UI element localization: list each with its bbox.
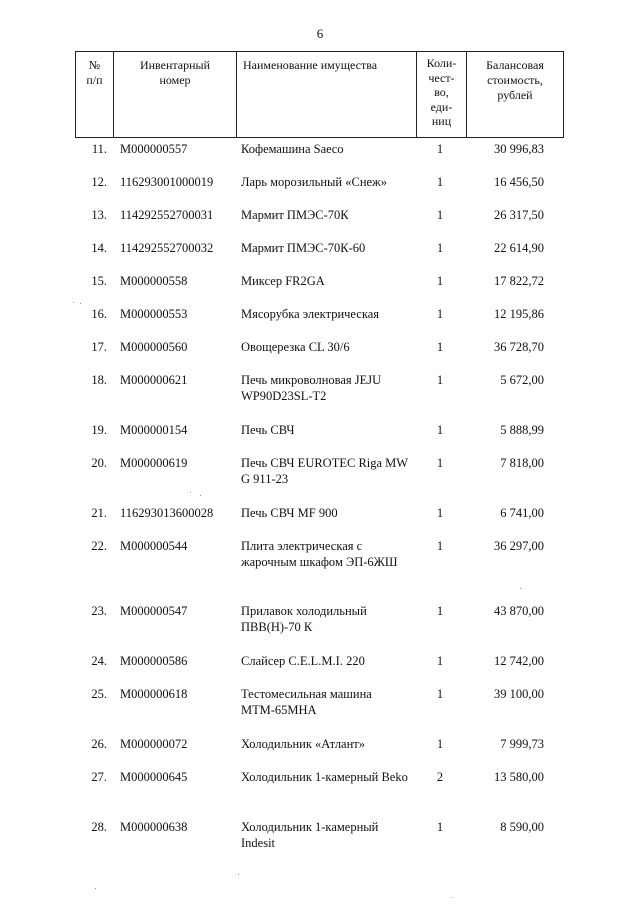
- property-name: Плита электрическая с жарочным шкафом ЭП-6ЖШ: [241, 539, 398, 569]
- quantity: 1: [436, 208, 444, 222]
- header-balance-cost: Балансовая стоимость, рублей: [486, 58, 544, 102]
- scan-speck: [95, 888, 96, 889]
- quantity: 1: [436, 274, 444, 288]
- scan-speck: [452, 897, 453, 898]
- property-name: Печь СВЧ EUROTEC Riga MW G 911-23: [241, 456, 408, 486]
- property-name: Мясорубка электрическая: [241, 307, 380, 321]
- header-property-name: Наименование имущества: [237, 52, 417, 137]
- balance-cost: 39 100,00: [494, 687, 544, 701]
- quantity: 2: [436, 770, 444, 784]
- quantity: 1: [436, 737, 444, 751]
- quantity: 1: [436, 340, 444, 354]
- property-name: Печь микроволновая JEJU WP90D23SL-T2: [241, 373, 382, 403]
- inventory-number: 114292552700031: [120, 208, 214, 222]
- quantity: 1: [436, 506, 444, 520]
- property-name: Кофемашина Saeco: [241, 142, 344, 156]
- property-name: Слайсер C.E.L.M.I. 220: [241, 654, 365, 668]
- property-name: Печь СВЧ MF 900: [241, 506, 338, 520]
- scan-speck: [80, 303, 81, 304]
- row-number: 14.: [91, 241, 107, 255]
- property-name: Миксер FR2GA: [241, 274, 325, 288]
- header-inventory-number: Инвентарный номер: [114, 52, 237, 137]
- quantity: 1: [436, 241, 444, 255]
- quantity: 1: [436, 539, 444, 553]
- row-number: 19.: [91, 423, 107, 437]
- inventory-number: 116293013600028: [120, 506, 214, 520]
- quantity: 1: [436, 175, 444, 189]
- balance-cost: 16 456,50: [494, 175, 544, 189]
- property-name: Тестомесильная машина МТМ-65МНА: [241, 687, 372, 717]
- inventory-number: М000000557: [120, 142, 188, 156]
- inventory-number: М000000547: [120, 604, 188, 618]
- row-number: 17.: [91, 340, 107, 354]
- quantity: 1: [436, 820, 444, 834]
- quantity: 1: [436, 604, 444, 618]
- inventory-number: М000000558: [120, 274, 188, 288]
- quantity: 1: [436, 142, 444, 156]
- property-name: Холодильник 1-камерный Indesit: [241, 820, 379, 850]
- property-name: Печь СВЧ: [241, 423, 295, 437]
- row-number: 24.: [91, 654, 107, 668]
- row-number: 28.: [91, 820, 107, 834]
- inventory-number: М000000619: [120, 456, 188, 470]
- balance-cost: 22 614,90: [494, 241, 544, 255]
- scan-speck: [200, 495, 201, 496]
- property-name: Прилавок холодильный ПВВ(Н)-70 К: [241, 604, 367, 634]
- row-number: 15.: [91, 274, 107, 288]
- balance-cost: 36 728,70: [494, 340, 544, 354]
- row-number: 22.: [91, 539, 107, 553]
- row-number: 11.: [91, 142, 107, 156]
- row-number: 26.: [91, 737, 107, 751]
- inventory-number: 114292552700032: [120, 241, 214, 255]
- header-number: № п/п: [76, 52, 114, 137]
- inventory-number: 116293001000019: [120, 175, 214, 189]
- inventory-number: М000000154: [120, 423, 188, 437]
- inventory-number: М000000586: [120, 654, 188, 668]
- row-number: 21.: [91, 506, 107, 520]
- property-name: Мармит ПМЭС-70К: [241, 208, 349, 222]
- property-name: Мармит ПМЭС-70К-60: [241, 241, 366, 255]
- balance-cost: 12 195,86: [494, 307, 544, 321]
- header-quantity: Коли- чест- во, еди- ниц: [417, 52, 467, 137]
- inventory-number: М000000645: [120, 770, 188, 784]
- row-number: 12.: [91, 175, 107, 189]
- inventory-number: М000000560: [120, 340, 188, 354]
- property-name: Холодильник 1-камерный Beko: [241, 770, 408, 784]
- balance-cost: 43 870,00: [494, 604, 544, 618]
- balance-cost: 5 672,00: [500, 373, 544, 387]
- row-number: 27.: [91, 770, 107, 784]
- balance-cost: 12 742,00: [494, 654, 544, 668]
- scan-speck: [190, 492, 191, 493]
- row-number: 13.: [91, 208, 107, 222]
- property-name: Холодильник «Атлант»: [241, 737, 366, 751]
- inventory-number: М000000638: [120, 820, 188, 834]
- balance-cost: 5 888,99: [500, 423, 544, 437]
- inventory-number: М000000072: [120, 737, 188, 751]
- row-number: 23.: [91, 604, 107, 618]
- property-name: Ларь морозильный «Снеж»: [241, 175, 387, 189]
- balance-cost: 26 317,50: [494, 208, 544, 222]
- property-name: Овощерезка CL 30/6: [241, 340, 350, 354]
- inventory-number: М000000618: [120, 687, 188, 701]
- scan-speck: [238, 874, 239, 875]
- inventory-number: М000000544: [120, 539, 188, 553]
- scan-speck: [520, 588, 521, 589]
- balance-cost: 30 996,83: [494, 142, 544, 156]
- quantity: 1: [436, 456, 444, 470]
- balance-cost: 36 297,00: [494, 539, 544, 553]
- inventory-number: М000000621: [120, 373, 188, 387]
- quantity: 1: [436, 307, 444, 321]
- balance-cost: 17 822,72: [494, 274, 544, 288]
- scan-speck: [73, 302, 74, 303]
- balance-cost: 6 741,00: [500, 506, 544, 520]
- quantity: 1: [436, 687, 444, 701]
- inventory-number: М000000553: [120, 307, 188, 321]
- quantity: 1: [436, 373, 444, 387]
- row-number: 25.: [91, 687, 107, 701]
- quantity: 1: [436, 423, 444, 437]
- page-number: 6: [316, 26, 324, 41]
- quantity: 1: [436, 654, 444, 668]
- balance-cost: 8 590,00: [500, 820, 544, 834]
- balance-cost: 7 818,00: [500, 456, 544, 470]
- row-number: 20.: [91, 456, 107, 470]
- balance-cost: 7 999,73: [500, 737, 544, 751]
- row-number: 16.: [91, 307, 107, 321]
- balance-cost: 13 580,00: [494, 770, 544, 784]
- row-number: 18.: [91, 373, 107, 387]
